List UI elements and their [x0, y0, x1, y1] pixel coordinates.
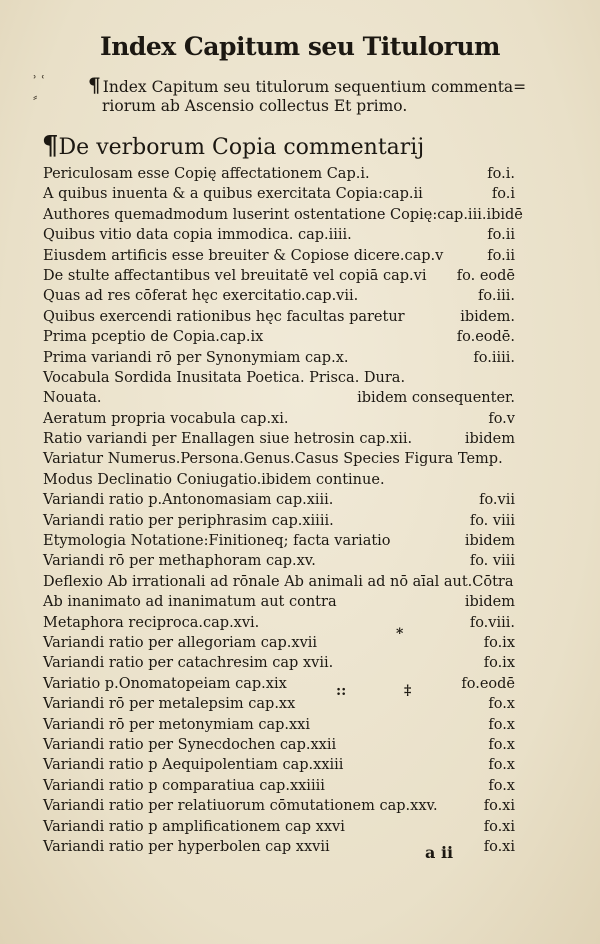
list-item — [43, 429, 515, 449]
list-item — [43, 449, 515, 469]
list-item — [43, 286, 515, 306]
folio-reference: fo.vii — [479, 492, 515, 509]
printer-mark: ‡ — [404, 683, 412, 699]
intro-line-2: riorum ab Ascensio collectus Et primo. — [102, 97, 408, 115]
folio-reference: ibidem — [464, 431, 515, 448]
list-item — [43, 653, 515, 673]
margin-annotation: ʾ ʿ ⸗ — [33, 74, 46, 105]
chapter-title: Modus Declinatio Coniugatio.ibidem continue. — [43, 471, 385, 488]
list-item — [43, 613, 515, 633]
list-item — [43, 225, 515, 245]
folio-reference: fo. eodē — [456, 267, 515, 284]
chapter-title: Variandi ratio per Synecdochen cap.xxii — [43, 736, 337, 753]
chapter-title: Aeratum propria vocabula cap.xi. — [43, 410, 289, 427]
chapter-title: Variandi ratio per catachresim cap xvii. — [43, 655, 334, 672]
folio-reference: fo.x — [488, 777, 515, 794]
list-item — [43, 633, 515, 653]
intro-paragraph — [88, 73, 528, 116]
folio-reference: fo.i — [491, 186, 515, 203]
list-item — [43, 674, 515, 694]
chapter-title: Periculosam esse Copię affectationem Cap.i. — [43, 166, 370, 182]
folio-reference: fo.eodē. — [456, 329, 515, 346]
folio-reference: fo.v — [488, 410, 515, 427]
folio-reference: ibidem. — [460, 308, 515, 325]
list-item — [43, 348, 515, 368]
list-item — [43, 511, 515, 531]
folio-reference: fo.x — [488, 696, 515, 713]
printer-mark: * — [396, 626, 404, 642]
folio-reference: fo.ii — [487, 227, 515, 244]
folio-reference: fo.viii. — [469, 614, 515, 631]
list-item — [43, 796, 515, 816]
list-item — [43, 327, 515, 347]
folio-reference: ibidem — [464, 594, 515, 611]
list-item — [43, 470, 515, 490]
folio-reference: fo.xi — [483, 798, 515, 815]
list-item — [43, 246, 515, 266]
chapter-title: Variandi ratio per hyperbolen cap xxvii — [43, 838, 330, 855]
list-item — [43, 551, 515, 571]
folio-reference: fo.x — [488, 736, 515, 753]
list-item — [43, 307, 515, 327]
folio-reference: fo. viii — [469, 512, 515, 529]
folio-reference: fo.ix — [483, 634, 515, 651]
folio-reference: ibidem — [464, 533, 515, 550]
folio-reference: fo.xi — [483, 818, 515, 835]
list-item — [43, 531, 515, 551]
printer-mark: :: — [336, 683, 347, 699]
chapter-title: Variandi rō per metalepsim cap.xx — [43, 696, 296, 713]
list-item — [43, 368, 515, 388]
chapter-title: Variandi ratio p.Antonomasiam cap.xiii. — [43, 492, 334, 509]
section-title: De verborum Copia commentarij — [58, 135, 425, 160]
folio-reference: fo.xi — [483, 838, 515, 855]
chapter-title: Prima variandi rō per Synonymiam cap.x. — [43, 349, 349, 366]
chapter-title: Etymologia Notatione:Finitioneq; facta variatio — [43, 533, 391, 550]
list-item — [43, 490, 515, 510]
folio-reference: fo.x — [488, 757, 515, 774]
list-item — [43, 205, 523, 225]
list-item — [43, 388, 515, 408]
chapter-title: Metaphora reciproca.cap.xvi. — [43, 614, 260, 631]
list-item — [43, 572, 515, 592]
list-item — [43, 735, 515, 755]
chapter-title: Variandi ratio per periphrasim cap.xiiii. — [43, 512, 334, 529]
chapter-title: Ratio variandi per Enallagen siue hetrosin cap.xii. — [43, 431, 413, 448]
chapter-title: Authores quemadmodum luserint ostentatione Copię:cap.iii.ibidē — [43, 206, 523, 223]
folio-reference: fo.eodē — [461, 675, 515, 692]
folio-reference: fo. viii — [469, 553, 515, 570]
list-item — [43, 184, 515, 204]
chapter-title: Deflexio Ab irrationali ad rōnale Ab animali ad nō aīal aut.Cōtra — [43, 573, 514, 590]
chapter-title: Variandi ratio per allegoriam cap.xvii — [43, 634, 318, 651]
list-item — [43, 694, 515, 714]
page-header: Index Capitum seu Titulorum — [100, 32, 500, 61]
folio-reference: ibidem consequenter. — [357, 390, 515, 407]
folio-reference: fo.ii — [487, 247, 515, 264]
chapter-title: Variatio p.Onomatopeiam cap.xix — [43, 675, 287, 692]
list-item — [43, 266, 515, 286]
folio-reference: fo.ix — [483, 655, 515, 672]
list-item — [43, 592, 515, 612]
chapter-title: Ab inanimato ad inanimatum aut contra — [43, 594, 337, 611]
chapter-title: Variandi rō per metonymiam cap.xxi — [43, 716, 310, 733]
intro-line-1: Index Capitum seu titulorum sequentium commenta= — [102, 78, 527, 96]
chapter-title: Prima pceptio de Copia.cap.ix — [43, 329, 264, 346]
chapter-title: Variandi ratio per relatiuorum cōmutationem cap.xxv. — [43, 798, 438, 815]
folio-reference: fo.iiii. — [473, 349, 515, 366]
folio-reference: fo.i. — [487, 166, 515, 182]
list-item — [43, 715, 515, 735]
list-item — [43, 164, 515, 184]
list-item — [43, 817, 515, 837]
chapter-title: Quibus vitio data copia immodica. cap.iiii. — [43, 227, 352, 244]
chapter-title: Vocabula Sordida Inusitata Poetica. Prisca. Dura. — [43, 369, 406, 386]
pilcrow-icon: ¶ — [42, 131, 59, 161]
chapter-title: Eiusdem artificis esse breuiter & Copiose dicere.cap.v — [43, 247, 444, 264]
chapter-title: A quibus inuenta & a quibus exercitata Copia:cap.ii — [43, 186, 423, 203]
chapter-title: Nouata. — [43, 390, 102, 407]
chapter-index-list — [43, 164, 523, 857]
chapter-title: Quibus exercendi rationibus hęc facultas paretur — [43, 308, 405, 325]
list-item — [43, 776, 515, 796]
list-item — [43, 755, 515, 775]
pilcrow-icon: ¶ — [88, 73, 101, 97]
chapter-title: De stulte affectantibus vel breuitatē vel copiā cap.vi — [43, 267, 427, 284]
chapter-title: Variatur Numerus.Persona.Genus.Casus Species Figura Temp. — [43, 451, 503, 468]
section-heading — [42, 131, 424, 161]
chapter-title: Variandi ratio p Aequipolentiam cap.xxiii — [43, 757, 344, 774]
chapter-title: Variandi ratio p comparatiua cap.xxiiii — [43, 777, 325, 794]
list-item — [43, 409, 515, 429]
folio-reference: fo.x — [488, 716, 515, 733]
signature-mark: a ii — [425, 843, 454, 862]
folio-reference: fo.iii. — [478, 288, 515, 305]
chapter-title: Variandi ratio p amplificationem cap xxvi — [43, 818, 345, 835]
chapter-title: Quas ad res cōferat hęc exercitatio.cap.vii. — [43, 288, 359, 305]
chapter-title: Variandi rō per methaphoram cap.xv. — [43, 553, 316, 570]
